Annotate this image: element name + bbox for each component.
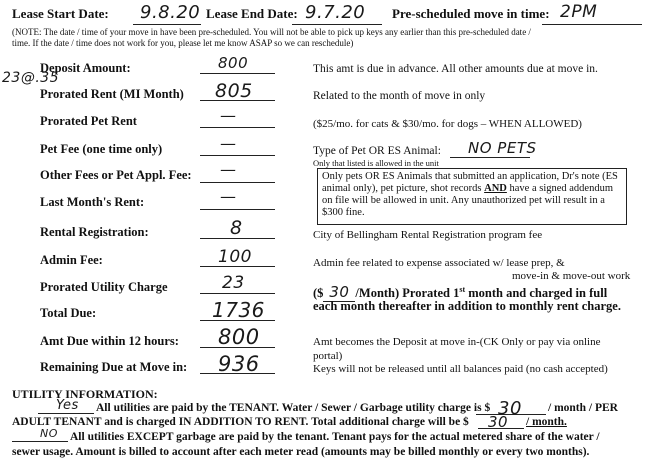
- row-value-other-fees[interactable]: —: [220, 160, 237, 179]
- utility-charge-line2: each month thereafter in addition to monthly rent charge.: [313, 299, 621, 313]
- row-value-rental-registration[interactable]: 8: [230, 217, 243, 239]
- row-line-last-month: [200, 209, 275, 210]
- row-desc-pet-type: Type of Pet OR ES Animal:: [313, 145, 441, 157]
- row-value-last-month[interactable]: —: [220, 187, 237, 206]
- row-desc-deposit: This amt is due in advance. All other amounts due at move in.: [313, 63, 598, 75]
- utility-charge2-value[interactable]: 30: [488, 413, 509, 431]
- row-line-other-fees: [200, 182, 275, 183]
- row-value-prorated-utility[interactable]: 23: [222, 273, 245, 293]
- row-label-total-due: Total Due:: [40, 306, 97, 320]
- utility-charge-sup: st: [459, 284, 466, 294]
- lease-start-line: [133, 24, 201, 25]
- row-value-prorated-rent[interactable]: 805: [215, 80, 253, 102]
- lease-end-line: [292, 24, 382, 25]
- row-value-prorated-pet-rent[interactable]: —: [220, 106, 237, 125]
- pet-box-text-b: have a signed addendum on file will be allowed in unit. Any unauthorized pet will result in a $300 fine.: [322, 183, 614, 218]
- row-label-amt-due-12h: Amt Due within 12 hours:: [40, 334, 179, 348]
- lease-end-label: Lease End Date:: [206, 6, 298, 21]
- admin-desc-cont: move-in & move-out work: [512, 270, 631, 282]
- move-time-label: Pre-scheduled move in time:: [392, 6, 550, 21]
- row-value-pet-fee[interactable]: —: [220, 134, 237, 153]
- row-label-prorated-rent: Prorated Rent (MI Month): [40, 87, 184, 101]
- row-value-admin-fee[interactable]: 100: [218, 247, 252, 267]
- utility-line-1-end: / month / PER: [548, 402, 618, 414]
- pet-policy-box: [317, 168, 627, 225]
- utility-line-3: All utilities EXCEPT garbage are paid by the tenant. Tenant pays for the actual metered share of the water /: [70, 431, 600, 443]
- utility-line-4: sewer usage. Amount is billed to account after each meter read (amounts may be billed monthly or every two months).: [12, 446, 590, 458]
- utility-no-line: [12, 441, 68, 442]
- utility-charge-rest2: month and charged in full: [465, 286, 608, 300]
- row-label-deposit: Deposit Amount:: [40, 61, 131, 75]
- row-desc-amt-due-12h: Amt becomes the Deposit at move in-(CK Only or pay via online: [313, 336, 601, 348]
- row-line-prorated-pet-rent: [200, 127, 275, 128]
- row-label-other-fees: Other Fees or Pet Appl. Fee:: [40, 168, 192, 182]
- pet-box-and: AND: [484, 183, 507, 194]
- margin-note: 23@.35: [2, 70, 60, 86]
- pet-type-line: [450, 157, 530, 158]
- row-value-amt-due-12h[interactable]: 800: [218, 325, 260, 349]
- row-label-prorated-pet-rent: Prorated Pet Rent: [40, 114, 137, 128]
- utility-charge-rest1: /Month) Prorated 1: [355, 286, 460, 300]
- utility-charge-open: ($: [313, 286, 324, 300]
- row-line-deposit: [200, 73, 275, 74]
- pet-type-value[interactable]: NO PETS: [468, 139, 537, 157]
- utility-line-2: ADULT TENANT and is charged IN ADDITION TO RENT. Total additional charge will be $: [12, 416, 469, 428]
- utility-no-mark[interactable]: NO: [40, 427, 58, 440]
- move-time-line: [542, 24, 642, 25]
- pet-box-text-a: Only pets OR ES Animals that submitted an application, Dr's note (ES animal only), pet picture, shot records: [322, 171, 618, 194]
- utility-yes-line: [38, 413, 94, 414]
- row-line-prorated-utility: [200, 293, 275, 294]
- row-label-admin-fee: Admin Fee:: [40, 253, 103, 267]
- utility-line-2-end: / month.: [526, 416, 567, 428]
- row-label-remaining-due: Remaining Due at Move in:: [40, 360, 188, 374]
- row-value-total-due[interactable]: 1736: [212, 298, 265, 322]
- utility-yes-mark[interactable]: Yes: [56, 398, 79, 413]
- portal-text: portal): [313, 350, 343, 362]
- lease-start-label: Lease Start Date:: [12, 6, 109, 21]
- lease-start-value[interactable]: 9.8.20: [140, 2, 201, 23]
- utility-charge-value[interactable]: 30: [323, 283, 355, 302]
- utility-heading: UTILITY INFORMATION:: [12, 387, 158, 401]
- row-value-remaining-due[interactable]: 936: [218, 352, 260, 376]
- note-line-1: (NOTE: The date / time of your move in have been pre-scheduled. You will not be able to pick up keys any earlier than this pre-scheduled date /: [12, 27, 531, 37]
- row-desc-prorated-pet-rent: ($25/mo. for cats & $30/mo. for dogs – WHEN ALLOWED): [313, 118, 582, 130]
- row-label-pet-fee: Pet Fee (one time only): [40, 142, 163, 156]
- row-label-prorated-utility: Prorated Utility Charge: [40, 280, 168, 294]
- row-label-last-month: Last Month's Rent:: [40, 195, 145, 209]
- row-label-rental-registration: Rental Registration:: [40, 225, 149, 239]
- move-time-value[interactable]: 2PM: [560, 2, 598, 22]
- row-desc-admin-fee: Admin fee related to expense associated w/ lease prep, &: [313, 257, 565, 269]
- row-value-deposit[interactable]: 800: [218, 54, 249, 72]
- only-listed-note: Only that listed is allowed in the unit: [313, 158, 439, 168]
- row-line-pet-fee: [200, 155, 275, 156]
- row-desc-prorated-rent: Related to the month of move in only: [313, 90, 486, 102]
- row-desc-remaining-due: Keys will not be released until all balances paid (no cash accepted): [313, 363, 608, 375]
- utility-line-1: All utilities are paid by the TENANT. Water / Sewer / Garbage utility charge is $: [96, 402, 491, 414]
- utility-charge1-value[interactable]: 30: [498, 398, 522, 419]
- lease-end-value[interactable]: 9.7.20: [305, 2, 366, 23]
- note-line-2: time. If the date / time does not work for you, please let me know ASAP so we can reschedule): [12, 38, 354, 48]
- row-desc-rental-registration: City of Bellingham Rental Registration program fee: [313, 229, 543, 241]
